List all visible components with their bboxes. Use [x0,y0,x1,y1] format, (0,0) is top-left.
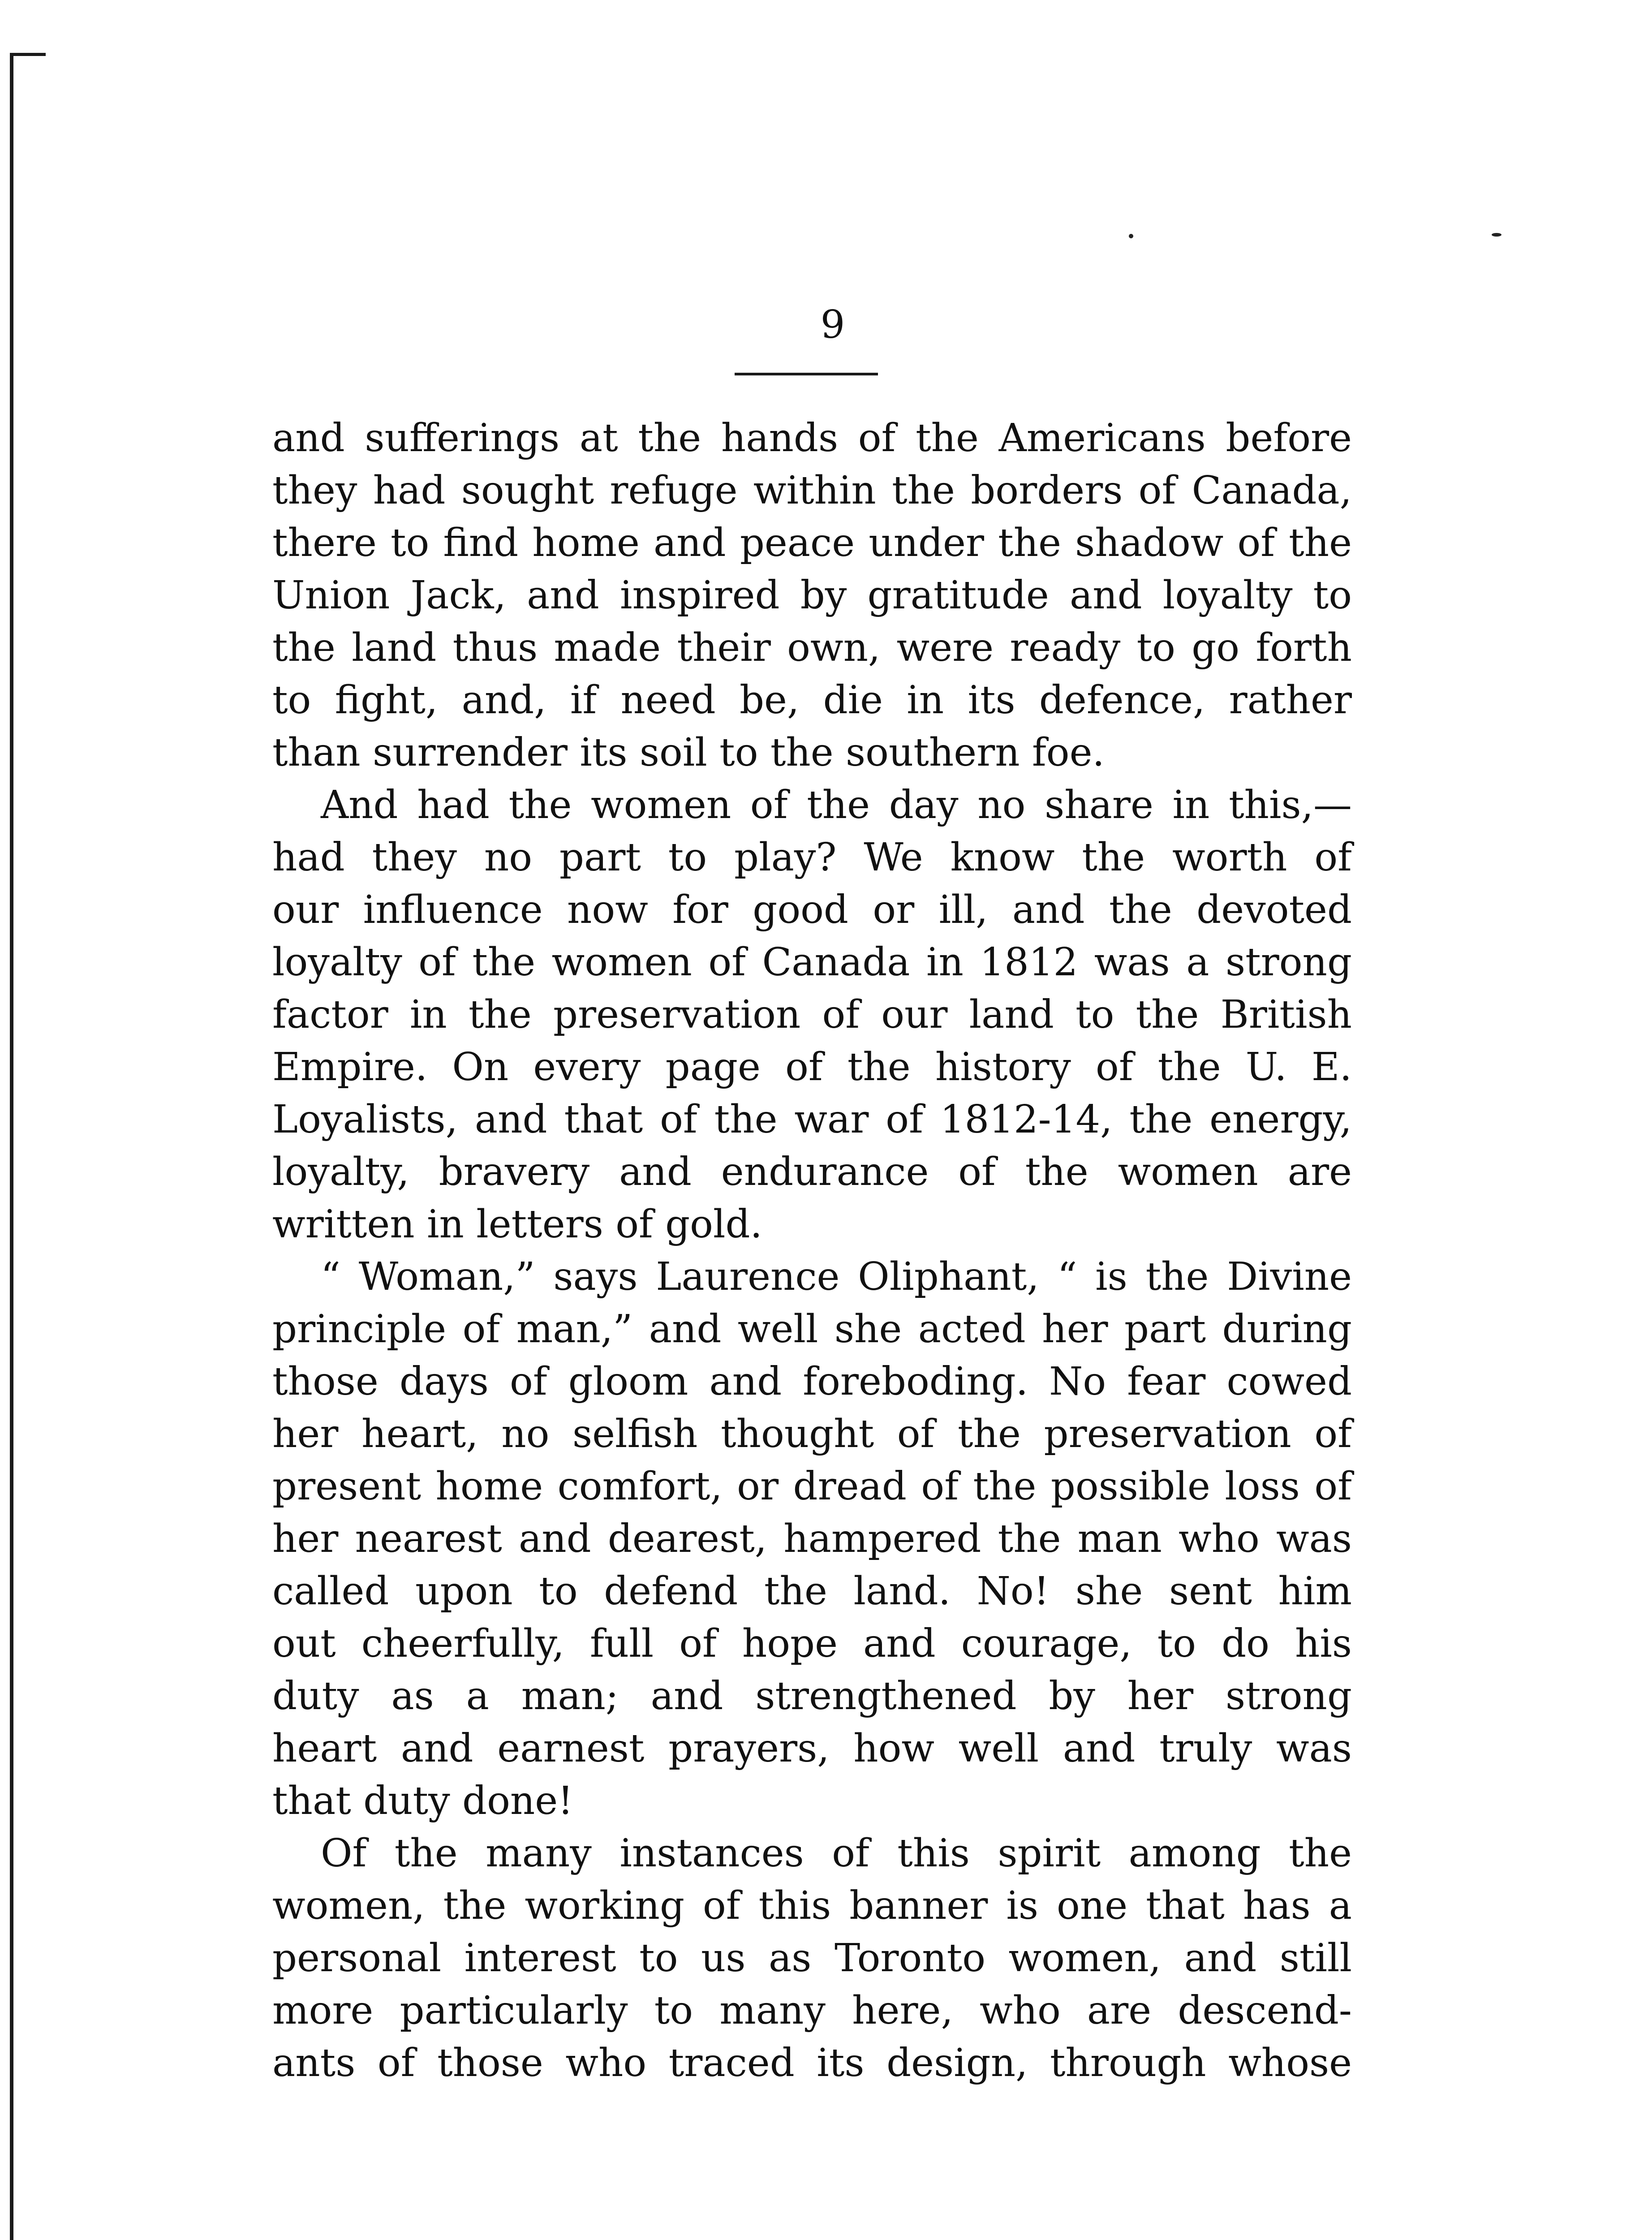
text-line: her heart, no selfish thought of the preservation of [272,1412,1352,1456]
page-number-rule [735,373,878,375]
text-line: personal interest to us as Toronto women, and still [272,1936,1352,1981]
page-number: 9 [820,302,845,347]
scan-speck [1129,234,1133,238]
text-line: heart and earnest prayers, how well and truly was [272,1726,1352,1771]
text-line: our influence now for good or ill, and the devoted [272,887,1352,932]
scan-edge-left [10,53,13,2240]
text-line: there to find home and peace under the shadow of the [272,521,1352,565]
text-line: loyalty of the women of Canada in 1812 was a strong [272,940,1352,985]
text-line: called upon to defend the land. No! she sent him [272,1569,1352,1614]
text-line: had they no part to play? We know the worth of [272,835,1352,880]
text-line: more particularly to many here, who are descend- [272,1988,1352,2033]
text-line: to fight, and, if need be, die in its defence, rather [272,678,1352,723]
text-line: ants of those who traced its design, through whose [272,2041,1352,2085]
paragraph [272,779,1352,1251]
text-line: loyalty, bravery and endurance of the women are [272,1150,1352,1194]
text-line: those days of gloom and foreboding. No fear cowed [272,1359,1352,1404]
text-line: “ Woman,” says Laurence Oliphant, “ is the Divine [321,1254,1352,1299]
text-line: women, the working of this banner is one that has a [272,1883,1352,1928]
text-line: and sufferings at the hands of the Americans before [272,416,1352,461]
text-line: Empire. On every page of the history of the U. E. [272,1045,1352,1090]
text-line: principle of man,” and well she acted her part during [272,1307,1352,1352]
text-line: they had sought refuge within the borders of Canada, [272,468,1352,513]
text-line: that duty done! [272,1779,573,1823]
scan-edge-top [10,53,46,56]
text-line: present home comfort, or dread of the possible loss of [272,1464,1352,1509]
paragraph [272,1827,1352,2089]
text-line: written in letters of gold. [272,1202,762,1247]
paragraph [272,1251,1352,1827]
scan-speck [1492,233,1501,237]
paragraph [272,412,1352,779]
text-line: the land thus made their own, were ready to go forth [272,625,1352,670]
text-line: her nearest and dearest, hampered the man who was [272,1516,1352,1561]
text-line: than surrender its soil to the southern foe. [272,730,1105,775]
text-line: And had the women of the day no share in this,— [321,783,1352,827]
text-line: duty as a man; and strengthened by her strong [272,1674,1352,1719]
text-line: factor in the preservation of our land to the British [272,992,1352,1037]
text-line: out cheerfully, full of hope and courage, to do his [272,1621,1352,1666]
text-line: Loyalists, and that of the war of 1812-14, the energy, [272,1097,1352,1142]
text-line: Of the many instances of this spirit among the [321,1831,1352,1876]
body-text [272,412,1352,2089]
text-line: Union Jack, and inspired by gratitude and loyalty to [272,573,1352,618]
